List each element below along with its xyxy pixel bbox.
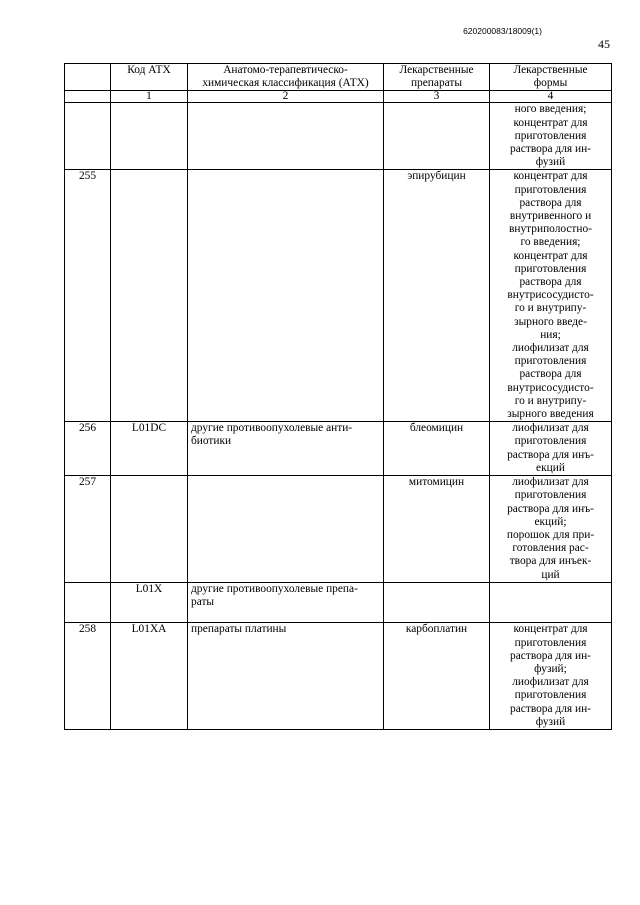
cell-drug: [384, 582, 490, 623]
cell-form-line: зырного введения: [507, 408, 594, 421]
cell-form-line: ния;: [540, 328, 561, 341]
cell-form-line: приготовления: [514, 355, 587, 368]
table-row: [65, 476, 612, 583]
header-atx-line: Код АТХ: [127, 64, 171, 76]
cell-form-line: ного введения;: [514, 103, 587, 116]
cell-drug-line: эпирубицин: [407, 170, 466, 183]
cell-atx-code: L01DC: [111, 422, 188, 476]
cell-classification: [188, 476, 384, 583]
header-forms: [490, 64, 612, 91]
header-number: [65, 64, 111, 91]
column-index: 1: [111, 91, 188, 103]
cell-form-line: приготовления: [514, 183, 587, 196]
table-header-row: [65, 64, 612, 91]
table-row: [65, 623, 612, 730]
cell-form-line: зырного введе-: [514, 315, 587, 328]
cell-form: [490, 422, 612, 476]
cell-atx-code: [111, 170, 188, 422]
cell-form-line: внутриполостно-: [509, 223, 592, 236]
page-number: 45: [598, 37, 610, 51]
cell-classification: [188, 103, 384, 170]
header-form-line: формы: [533, 77, 568, 90]
cell-form-line: раствора для ин-: [510, 649, 591, 662]
cell-form-line: го и внутрипу-: [514, 394, 587, 407]
cell-form-line: го введения;: [520, 236, 581, 249]
table-row: [65, 582, 612, 623]
cell-atx-code: [111, 103, 188, 170]
cell-form: [490, 103, 612, 170]
column-index: [65, 91, 111, 103]
cell-form-line: ций: [541, 568, 560, 581]
cell-form-line: концентрат для: [513, 249, 588, 262]
header-cls-line: Анатомо-терапевтическо-: [223, 64, 348, 76]
cell-drug: [384, 623, 490, 730]
cell-classification: [188, 422, 384, 476]
cell-form-line: фузий: [535, 156, 566, 169]
cell-classification-line: раты: [191, 595, 215, 608]
cell-number: 257: [65, 476, 111, 583]
cell-form-line: концентрат для: [513, 116, 588, 129]
cell-form-line: лиофилизат для: [512, 422, 589, 435]
header-drugs: [384, 64, 490, 91]
cell-atx-code: L01X: [111, 582, 188, 623]
cell-form-line: раствора для: [519, 196, 582, 209]
column-index: 3: [384, 91, 490, 103]
cell-drug-line: карбоплатин: [405, 623, 468, 636]
cell-form-line: фузий;: [534, 662, 567, 675]
column-index: 4: [490, 91, 612, 103]
cell-number: 256: [65, 422, 111, 476]
cell-drug-line: митомицин: [408, 476, 465, 489]
medication-table: [64, 63, 612, 730]
cell-form-line: раствора для: [519, 276, 582, 289]
header-cls-line: химическая классификация (АТХ): [202, 77, 369, 90]
cell-form-line: приготовления: [514, 636, 587, 649]
cell-form-line: лиофилизат для: [512, 342, 589, 355]
cell-form-line: приготовления: [514, 689, 587, 702]
cell-form-line: приготовления: [514, 435, 587, 448]
cell-form-line: приготовления: [514, 489, 587, 502]
header-classification: [188, 64, 384, 91]
cell-atx-code: L01XA: [111, 623, 188, 730]
cell-drug: [384, 476, 490, 583]
cell-number: 255: [65, 170, 111, 422]
cell-drug: [384, 103, 490, 170]
column-index: 2: [188, 91, 384, 103]
cell-form-line: твора для инъек-: [509, 555, 592, 568]
cell-form-line: лиофилизат для: [512, 676, 589, 689]
cell-classification-line: биотики: [191, 435, 232, 448]
cell-form-line: концентрат для: [513, 623, 588, 636]
cell-form-line: концентрат для: [513, 170, 588, 183]
cell-classification: [188, 170, 384, 422]
table-row: [65, 422, 612, 476]
header-drug-line: Лекарственные: [399, 64, 474, 76]
cell-number: 258: [65, 623, 111, 730]
header-form-line: Лекарственные: [513, 64, 588, 76]
cell-form-line: раствора для инъ-: [507, 448, 594, 461]
cell-form-line: фузий: [535, 715, 566, 728]
cell-form-line: внутрисосудисто-: [507, 289, 594, 302]
cell-form: [490, 623, 612, 730]
cell-form-line: лиофилизат для: [512, 476, 589, 489]
header-drug-line: препараты: [410, 77, 463, 90]
cell-classification-line: другие противоопухолевые анти-: [191, 422, 353, 435]
cell-drug: [384, 422, 490, 476]
cell-drug-line: блеомицин: [409, 422, 464, 435]
cell-drug: [384, 170, 490, 422]
cell-number: [65, 103, 111, 170]
cell-form-line: раствора для ин-: [510, 702, 591, 715]
cell-form-line: екций: [536, 461, 565, 474]
table-row: [65, 103, 612, 170]
column-index-row: [65, 91, 612, 103]
cell-atx-code: [111, 476, 188, 583]
document-code: 620200083/18009(1): [463, 26, 542, 36]
cell-form-line: екций;: [534, 515, 567, 528]
cell-form: [490, 476, 612, 583]
cell-form-line: внутривенного и: [509, 210, 592, 223]
cell-form-line: раствора для ин-: [510, 143, 591, 156]
table-row: [65, 170, 612, 422]
cell-form-line: раствора для: [519, 368, 582, 381]
cell-form-line: приготовления: [514, 262, 587, 275]
cell-classification-line: препараты платины: [191, 623, 287, 636]
cell-form: [490, 170, 612, 422]
cell-form-line: раствора для инъ-: [507, 502, 594, 515]
cell-number: [65, 582, 111, 623]
cell-form: [490, 582, 612, 623]
cell-form-line: готовления рас-: [512, 542, 589, 555]
cell-classification: [188, 582, 384, 623]
cell-form-line: го и внутрипу-: [514, 302, 587, 315]
cell-form-line: порошок для при-: [506, 528, 595, 541]
header-atx-code: [111, 64, 188, 91]
cell-classification-line: другие противоопухолевые препа-: [191, 582, 358, 595]
cell-form-line: внутрисосудисто-: [507, 381, 594, 394]
cell-classification: [188, 623, 384, 730]
cell-form-line: приготовления: [514, 129, 587, 142]
table-body: [65, 103, 612, 730]
